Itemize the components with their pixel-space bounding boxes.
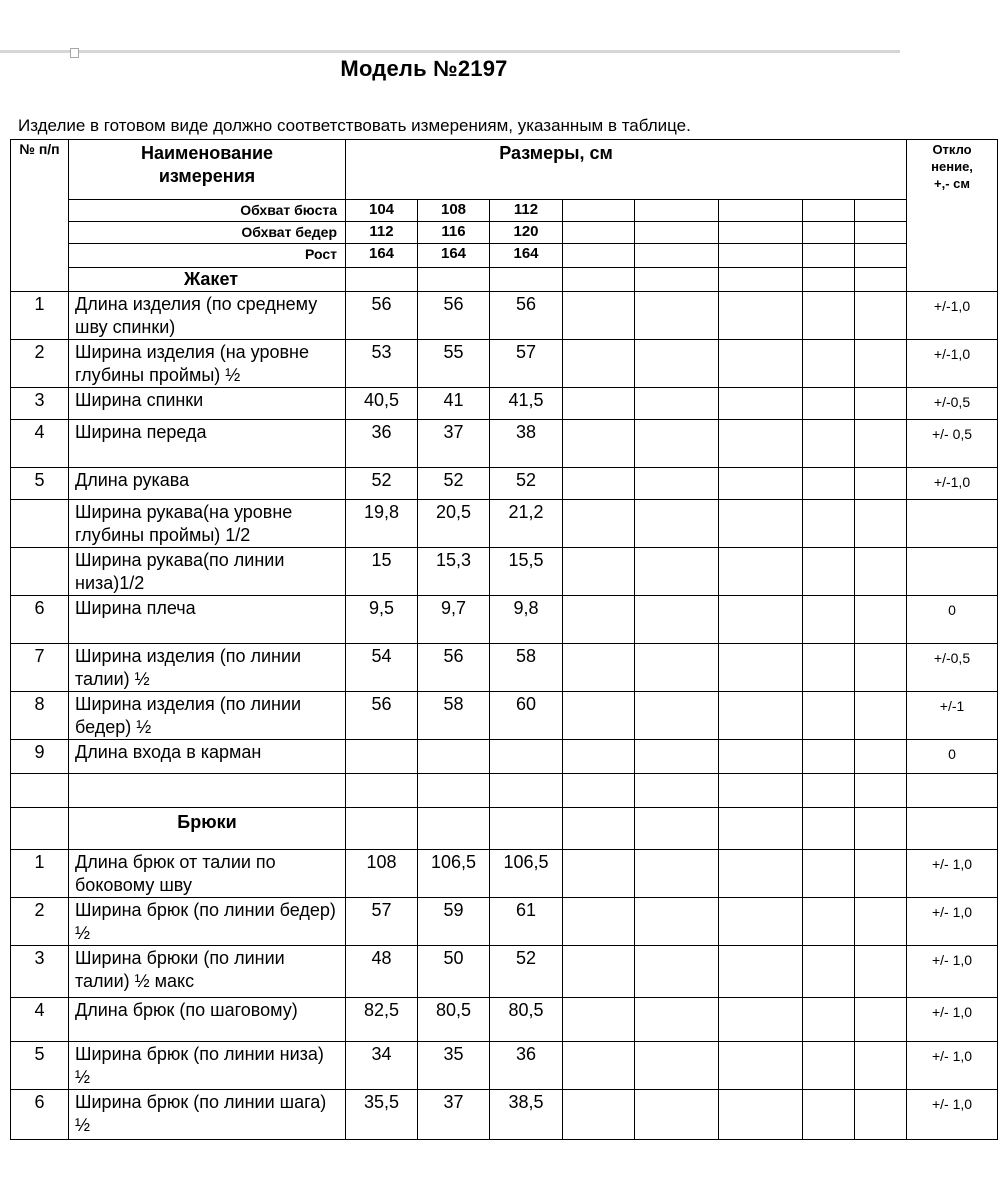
section-title: Брюки (69, 808, 346, 850)
empty-cell (635, 268, 719, 292)
empty-cell (563, 388, 635, 420)
empty-cell (563, 548, 635, 596)
empty-cell (719, 548, 803, 596)
empty-cell (563, 292, 635, 340)
empty-cell (803, 644, 855, 692)
row-number: 7 (11, 644, 69, 692)
measurement-name: Ширина спинки (69, 388, 346, 420)
empty-cell (346, 268, 418, 292)
empty-cell (803, 340, 855, 388)
empty-cell (855, 692, 907, 740)
size-value: 21,2 (490, 500, 563, 548)
empty-cell (855, 292, 907, 340)
measurement-name: Длина рукава (69, 468, 346, 500)
size-value: 38 (490, 420, 563, 468)
size-value: 15 (346, 548, 418, 596)
row-number (11, 774, 69, 808)
size-value: 80,5 (490, 998, 563, 1042)
size-value: 57 (346, 898, 418, 946)
tolerance-value: 0 (907, 740, 998, 774)
empty-cell (563, 898, 635, 946)
header-name: Наименование измерения (69, 140, 346, 200)
measurement-name: Ширина изделия (по линии бедер) ½ (69, 692, 346, 740)
measurement-size-value (563, 200, 635, 222)
size-value: 54 (346, 644, 418, 692)
empty-cell (563, 1090, 635, 1140)
measurements-table (10, 139, 998, 1140)
measurement-size-value (855, 222, 907, 244)
row-number: 2 (11, 340, 69, 388)
measurement-name: Длина изделия (по среднему шву спинки) (69, 292, 346, 340)
empty-cell (719, 1090, 803, 1140)
empty-cell (563, 340, 635, 388)
row-number: 2 (11, 898, 69, 946)
measurement-label: Обхват бедер (69, 222, 346, 244)
size-value: 56 (490, 292, 563, 340)
empty-cell (803, 292, 855, 340)
measurement-size-value (563, 244, 635, 268)
size-value: 60 (490, 692, 563, 740)
measurement-size-value: 120 (490, 222, 563, 244)
empty-cell (803, 548, 855, 596)
empty-cell (418, 268, 490, 292)
size-value: 41 (418, 388, 490, 420)
empty-cell (907, 808, 998, 850)
empty-cell (719, 268, 803, 292)
measurement-size-value: 112 (346, 222, 418, 244)
empty-cell (719, 644, 803, 692)
measurement-name: Ширина брюки (по линии талии) ½ макс (69, 946, 346, 998)
measurement-name: Ширина переда (69, 420, 346, 468)
empty-cell (803, 420, 855, 468)
measurement-size-value (803, 222, 855, 244)
header-num: № п/п (11, 140, 69, 292)
size-value: 53 (346, 340, 418, 388)
size-value: 9,7 (418, 596, 490, 644)
size-value: 20,5 (418, 500, 490, 548)
empty-cell (803, 998, 855, 1042)
empty-cell (563, 500, 635, 548)
table-row (11, 468, 998, 500)
size-value: 35,5 (346, 1090, 418, 1140)
empty-cell (635, 740, 719, 774)
table-row (11, 292, 998, 340)
table-row (11, 898, 998, 946)
tolerance-value: +/-0,5 (907, 388, 998, 420)
empty-cell (563, 808, 635, 850)
empty-cell (855, 644, 907, 692)
size-value (346, 774, 418, 808)
size-value: 56 (418, 644, 490, 692)
table-row (11, 596, 998, 644)
empty-cell (803, 268, 855, 292)
tolerance-value: 0 (907, 596, 998, 644)
row-number: 3 (11, 946, 69, 998)
tolerance-value: +/- 1,0 (907, 1042, 998, 1090)
measurement-size-value (635, 222, 719, 244)
header-sizes: Размеры, см (346, 140, 907, 200)
measurement-size-value (855, 200, 907, 222)
measurement-size-value (635, 244, 719, 268)
empty-cell (855, 500, 907, 548)
row-number (11, 500, 69, 548)
empty-cell (563, 850, 635, 898)
empty-cell (635, 644, 719, 692)
section-row (11, 808, 998, 850)
size-value: 106,5 (418, 850, 490, 898)
table-row (11, 740, 998, 774)
size-value: 36 (346, 420, 418, 468)
empty-cell (635, 898, 719, 946)
empty-cell (563, 268, 635, 292)
empty-cell (719, 898, 803, 946)
measurement-name: Ширина брюк (по линии шага) ½ (69, 1090, 346, 1140)
empty-cell (855, 388, 907, 420)
empty-cell (719, 340, 803, 388)
empty-cell (635, 388, 719, 420)
empty-cell (803, 500, 855, 548)
empty-cell (803, 692, 855, 740)
measurement-label: Рост (69, 244, 346, 268)
row-number: 4 (11, 420, 69, 468)
empty-cell (635, 548, 719, 596)
size-value: 108 (346, 850, 418, 898)
table-row (11, 850, 998, 898)
row-number: 4 (11, 998, 69, 1042)
table-row (11, 692, 998, 740)
row-number: 5 (11, 468, 69, 500)
empty-cell (563, 946, 635, 998)
empty-cell (855, 1090, 907, 1140)
measurement-size-value: 104 (346, 200, 418, 222)
empty-cell (719, 946, 803, 998)
empty-cell (855, 998, 907, 1042)
measurement-size-value (719, 222, 803, 244)
empty-cell (803, 774, 855, 808)
empty-cell (719, 292, 803, 340)
table-row (11, 340, 998, 388)
row-number: 8 (11, 692, 69, 740)
size-value: 9,5 (346, 596, 418, 644)
empty-cell (719, 850, 803, 898)
row-number: 6 (11, 596, 69, 644)
tolerance-value (907, 548, 998, 596)
measurement-name: Длина брюк (по шаговому) (69, 998, 346, 1042)
measurement-size-value: 116 (418, 222, 490, 244)
empty-cell (563, 468, 635, 500)
measurement-size-value: 164 (490, 244, 563, 268)
size-value: 48 (346, 946, 418, 998)
row-number: 1 (11, 292, 69, 340)
table-row (11, 1042, 998, 1090)
table-row (11, 774, 998, 808)
tolerance-value: +/- 1,0 (907, 1090, 998, 1140)
empty-cell (803, 740, 855, 774)
section-row (11, 268, 998, 292)
size-value: 57 (490, 340, 563, 388)
empty-cell (719, 774, 803, 808)
row-number: 6 (11, 1090, 69, 1140)
measurement-size-value: 164 (346, 244, 418, 268)
size-value: 59 (418, 898, 490, 946)
size-value (346, 740, 418, 774)
empty-cell (563, 596, 635, 644)
measurement-name: Ширина брюк (по линии низа) ½ (69, 1042, 346, 1090)
size-value: 35 (418, 1042, 490, 1090)
empty-cell (803, 808, 855, 850)
empty-cell (635, 500, 719, 548)
size-value: 52 (490, 468, 563, 500)
tolerance-value: +/- 1,0 (907, 898, 998, 946)
empty-cell (719, 596, 803, 644)
empty-cell (635, 808, 719, 850)
size-value: 58 (418, 692, 490, 740)
measurement-size-value: 108 (418, 200, 490, 222)
tolerance-value: +/- 0,5 (907, 420, 998, 468)
empty-cell (803, 388, 855, 420)
header-tolerance: Откло нение, +,- см (907, 140, 998, 292)
empty-cell (803, 850, 855, 898)
size-value: 9,8 (490, 596, 563, 644)
size-value: 58 (490, 644, 563, 692)
measurement-name: Ширина плеча (69, 596, 346, 644)
tolerance-value: +/-0,5 (907, 644, 998, 692)
empty-cell (635, 774, 719, 808)
row-number (11, 548, 69, 596)
empty-cell (855, 898, 907, 946)
empty-cell (803, 1090, 855, 1140)
measurement-size-value (719, 244, 803, 268)
measurement-size-value (855, 244, 907, 268)
measurement-name (69, 774, 346, 808)
page-top-margin (0, 0, 900, 50)
empty-cell (855, 468, 907, 500)
size-value: 37 (418, 420, 490, 468)
table-row (11, 644, 998, 692)
tolerance-value: +/-1 (907, 692, 998, 740)
empty-cell (490, 268, 563, 292)
empty-cell (855, 548, 907, 596)
size-value: 52 (490, 946, 563, 998)
measurement-name: Ширина брюк (по линии бедер) ½ (69, 898, 346, 946)
measurement-size-value (803, 200, 855, 222)
page-top-divider (0, 50, 900, 53)
empty-cell (635, 292, 719, 340)
measurement-size-value (803, 244, 855, 268)
tolerance-value (907, 500, 998, 548)
empty-cell (11, 808, 69, 850)
size-value: 56 (346, 692, 418, 740)
size-value: 34 (346, 1042, 418, 1090)
size-value (490, 740, 563, 774)
measurement-name: Ширина рукава(на уровне глубины проймы) 1/2 (69, 500, 346, 548)
tolerance-value (907, 774, 998, 808)
empty-cell (855, 850, 907, 898)
measurement-row (11, 200, 998, 222)
size-value: 38,5 (490, 1090, 563, 1140)
empty-cell (855, 774, 907, 808)
section-title: Жакет (69, 268, 346, 292)
measurement-name: Ширина изделия (по линии талии) ½ (69, 644, 346, 692)
size-value: 40,5 (346, 388, 418, 420)
empty-cell (563, 420, 635, 468)
measurement-size-value: 112 (490, 200, 563, 222)
empty-cell (563, 774, 635, 808)
size-value: 15,5 (490, 548, 563, 596)
empty-cell (719, 1042, 803, 1090)
tolerance-value: +/-1,0 (907, 292, 998, 340)
empty-cell (855, 808, 907, 850)
size-value: 52 (346, 468, 418, 500)
empty-cell (719, 998, 803, 1042)
empty-cell (855, 596, 907, 644)
tolerance-value: +/- 1,0 (907, 998, 998, 1042)
empty-cell (635, 850, 719, 898)
row-number: 1 (11, 850, 69, 898)
size-value: 36 (490, 1042, 563, 1090)
table-row (11, 1090, 998, 1140)
size-value: 80,5 (418, 998, 490, 1042)
empty-cell (563, 998, 635, 1042)
measurement-name: Ширина изделия (на уровне глубины проймы) ½ (69, 340, 346, 388)
size-value: 37 (418, 1090, 490, 1140)
measurement-name: Длина брюк от талии по боковому шву (69, 850, 346, 898)
empty-cell (719, 420, 803, 468)
measurement-name: Длина входа в карман (69, 740, 346, 774)
table-row (11, 500, 998, 548)
measurement-label: Обхват бюста (69, 200, 346, 222)
empty-cell (635, 1090, 719, 1140)
empty-cell (635, 340, 719, 388)
empty-cell (803, 946, 855, 998)
measurement-size-value (563, 222, 635, 244)
empty-cell (490, 808, 563, 850)
tolerance-value: +/-1,0 (907, 340, 998, 388)
size-value (418, 774, 490, 808)
row-number: 5 (11, 1042, 69, 1090)
table-row (11, 420, 998, 468)
empty-cell (563, 644, 635, 692)
empty-cell (855, 740, 907, 774)
table-row (11, 998, 998, 1042)
document-title: Модель №2197 (340, 56, 508, 81)
size-value: 56 (346, 292, 418, 340)
empty-cell (719, 808, 803, 850)
measurement-size-value (719, 200, 803, 222)
empty-cell (635, 596, 719, 644)
size-value (418, 740, 490, 774)
empty-cell (855, 946, 907, 998)
size-value: 50 (418, 946, 490, 998)
empty-cell (719, 388, 803, 420)
document-intro: Изделие в готовом виде должно соответствовать измерениям, указанным в таблице. (18, 116, 691, 135)
empty-cell (563, 692, 635, 740)
measurement-size-value: 164 (418, 244, 490, 268)
row-number: 3 (11, 388, 69, 420)
tolerance-value: +/- 1,0 (907, 850, 998, 898)
empty-cell (418, 808, 490, 850)
empty-cell (635, 1042, 719, 1090)
table-row (11, 946, 998, 998)
empty-cell (803, 1042, 855, 1090)
tolerance-value: +/- 1,0 (907, 946, 998, 998)
empty-cell (563, 1042, 635, 1090)
empty-cell (635, 420, 719, 468)
empty-cell (563, 740, 635, 774)
measurement-row (11, 222, 998, 244)
empty-cell (855, 268, 907, 292)
empty-cell (635, 998, 719, 1042)
row-number: 9 (11, 740, 69, 774)
empty-cell (719, 500, 803, 548)
size-value (490, 774, 563, 808)
size-value: 82,5 (346, 998, 418, 1042)
table-row (11, 548, 998, 596)
size-value: 106,5 (490, 850, 563, 898)
tolerance-value: +/-1,0 (907, 468, 998, 500)
empty-cell (803, 468, 855, 500)
empty-cell (719, 740, 803, 774)
empty-cell (635, 946, 719, 998)
measurement-size-value (635, 200, 719, 222)
empty-cell (803, 596, 855, 644)
empty-cell (855, 340, 907, 388)
size-value: 52 (418, 468, 490, 500)
size-value: 19,8 (346, 500, 418, 548)
size-value: 41,5 (490, 388, 563, 420)
table-row (11, 388, 998, 420)
size-value: 15,3 (418, 548, 490, 596)
empty-cell (803, 898, 855, 946)
empty-cell (635, 468, 719, 500)
size-value: 56 (418, 292, 490, 340)
empty-cell (855, 420, 907, 468)
empty-cell (719, 468, 803, 500)
empty-cell (635, 692, 719, 740)
measurement-row (11, 244, 998, 268)
empty-cell (855, 1042, 907, 1090)
empty-cell (346, 808, 418, 850)
size-value: 55 (418, 340, 490, 388)
size-value: 61 (490, 898, 563, 946)
empty-cell (719, 692, 803, 740)
measurement-name: Ширина рукава(по линии низа)1/2 (69, 548, 346, 596)
